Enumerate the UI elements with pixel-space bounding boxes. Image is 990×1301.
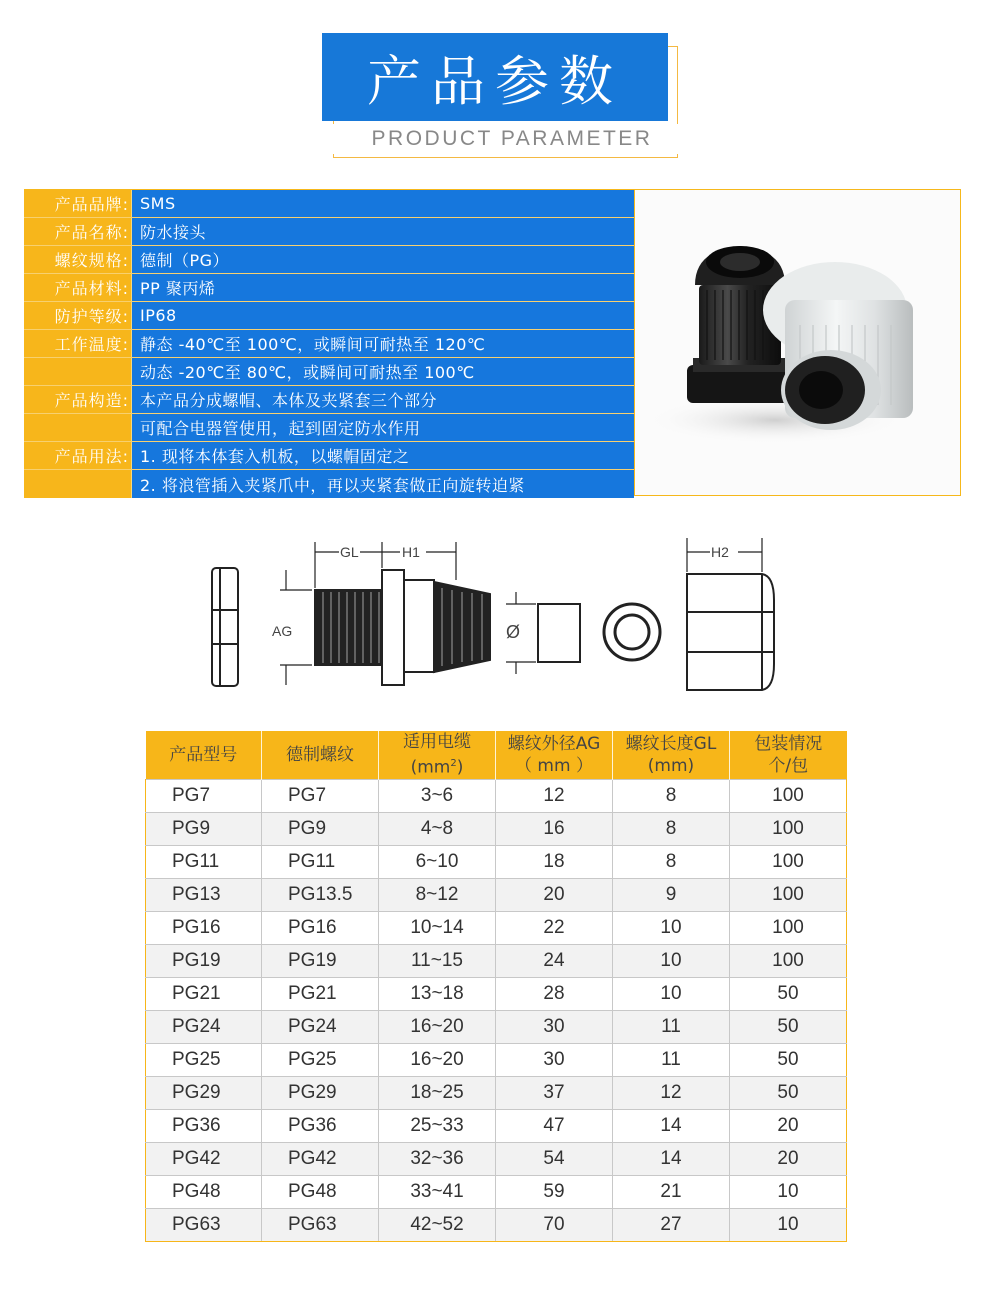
table-row [146, 977, 847, 1010]
cell-gl: 11 [613, 1043, 730, 1076]
cell-gl: 11 [613, 1010, 730, 1043]
cell-ag: 47 [496, 1109, 613, 1142]
cell-thread: PG42 [262, 1142, 379, 1175]
cell-cable: 25~33 [379, 1109, 496, 1142]
cell-cable: 3~6 [379, 779, 496, 812]
header-cable: 适用电缆 $(mm^2)$ [379, 731, 496, 779]
cell-gl: 8 [613, 779, 730, 812]
cell-pack: 50 [730, 1043, 847, 1076]
cell-thread: PG13.5 [262, 878, 379, 911]
cell-ag: 30 [496, 1043, 613, 1076]
cell-cable: 33~41 [379, 1175, 496, 1208]
h2-dimension-label: H2 [711, 544, 729, 560]
cell-model: PG7 [146, 779, 262, 812]
info-row [24, 330, 634, 358]
header-pack: 包装情况 个/包 [730, 731, 847, 779]
cell-pack: 100 [730, 779, 847, 812]
info-row [24, 190, 634, 218]
cell-cable: 6~10 [379, 845, 496, 878]
cell-thread: PG36 [262, 1109, 379, 1142]
cell-pack: 50 [730, 1010, 847, 1043]
info-label: 产品用法: [24, 442, 132, 469]
page-subtitle: PRODUCT PARAMETER [333, 124, 691, 154]
cell-model: PG36 [146, 1109, 262, 1142]
info-value: 可配合电器管使用，起到固定防水作用 [132, 414, 634, 441]
cell-model: PG16 [146, 911, 262, 944]
cell-ag: 54 [496, 1142, 613, 1175]
info-value: 动态 -20℃至 80℃，或瞬间可耐热至 100℃ [132, 358, 634, 385]
cap-nut-part [687, 574, 774, 690]
info-label: 产品品牌: [24, 190, 132, 217]
cell-thread: PG7 [262, 779, 379, 812]
cell-thread: PG16 [262, 911, 379, 944]
table-row [146, 1208, 847, 1241]
cell-gl: 10 [613, 911, 730, 944]
cable-gland-photo [635, 190, 960, 495]
info-row [24, 386, 634, 414]
info-label [24, 470, 132, 498]
dimension-diagram [190, 520, 790, 710]
cable-gland-drawing [190, 520, 790, 710]
info-value: IP68 [132, 302, 634, 329]
header-gl: 螺纹长度GL (mm) [613, 731, 730, 779]
cell-model: PG11 [146, 845, 262, 878]
spec-table [145, 731, 847, 1242]
info-label: 产品构造: [24, 386, 132, 413]
header-ag: 螺纹外径AG （ mm ） [496, 731, 613, 779]
product-info-table [24, 189, 634, 498]
cell-gl: 12 [613, 1076, 730, 1109]
info-value: 德制（PG） [132, 246, 634, 273]
cell-cable: 10~14 [379, 911, 496, 944]
info-label: 防护等级: [24, 302, 132, 329]
cell-thread: PG24 [262, 1010, 379, 1043]
cell-gl: 14 [613, 1109, 730, 1142]
body-part [315, 570, 490, 685]
table-row [146, 878, 847, 911]
info-row [24, 218, 634, 246]
cell-pack: 10 [730, 1208, 847, 1241]
cell-ag: 30 [496, 1010, 613, 1043]
info-label [24, 414, 132, 441]
locknut-part [212, 568, 238, 686]
cell-cable: 4~8 [379, 812, 496, 845]
seal-ring [604, 604, 660, 660]
seal-insert [538, 604, 580, 662]
info-value: 防水接头 [132, 218, 634, 245]
cell-pack: 100 [730, 878, 847, 911]
cell-cable: 16~20 [379, 1010, 496, 1043]
table-row [146, 1109, 847, 1142]
cell-ag: 12 [496, 779, 613, 812]
cell-gl: 8 [613, 812, 730, 845]
table-row [146, 1142, 847, 1175]
cell-pack: 50 [730, 1076, 847, 1109]
product-photo [634, 189, 961, 496]
cell-model: PG13 [146, 878, 262, 911]
gl-dimension-label: GL [340, 544, 359, 560]
cell-cable: 42~52 [379, 1208, 496, 1241]
info-row [24, 246, 634, 274]
cell-thread: PG11 [262, 845, 379, 878]
cell-gl: 8 [613, 845, 730, 878]
info-row [24, 470, 634, 498]
header-model: 产品型号 [146, 731, 262, 779]
table-row [146, 911, 847, 944]
h1-dimension-label: H1 [402, 544, 420, 560]
table-row [146, 779, 847, 812]
cell-thread: PG48 [262, 1175, 379, 1208]
cell-gl: 14 [613, 1142, 730, 1175]
header-thread: 德制螺纹 [262, 731, 379, 779]
cell-thread: PG9 [262, 812, 379, 845]
cell-pack: 50 [730, 977, 847, 1010]
title-section [0, 0, 990, 170]
info-value: 2. 将浪管插入夹紧爪中，再以夹紧套做正向旋转迫紧 [132, 470, 634, 498]
cell-model: PG42 [146, 1142, 262, 1175]
info-label: 螺纹规格: [24, 246, 132, 273]
cell-thread: PG19 [262, 944, 379, 977]
cell-cable: 8~12 [379, 878, 496, 911]
cell-ag: 28 [496, 977, 613, 1010]
cell-pack: 10 [730, 1175, 847, 1208]
ag-dimension-label: AG [272, 623, 293, 639]
table-row [146, 1043, 847, 1076]
info-value: PP 聚丙烯 [132, 274, 634, 301]
cell-ag: 37 [496, 1076, 613, 1109]
table-row [146, 1175, 847, 1208]
info-label: 产品材料: [24, 274, 132, 301]
white-gland [763, 262, 913, 430]
info-value: 静态 -40℃至 100℃，或瞬间可耐热至 120℃ [132, 330, 634, 357]
cell-ag: 70 [496, 1208, 613, 1241]
cell-thread: PG21 [262, 977, 379, 1010]
cell-model: PG25 [146, 1043, 262, 1076]
cell-cable: 11~15 [379, 944, 496, 977]
table-row [146, 845, 847, 878]
cell-model: PG63 [146, 1208, 262, 1241]
cell-cable: 18~25 [379, 1076, 496, 1109]
info-label: 产品名称: [24, 218, 132, 245]
page-title: 产品参数 [322, 33, 668, 121]
cell-pack: 20 [730, 1109, 847, 1142]
cell-cable: 13~18 [379, 977, 496, 1010]
cell-model: PG19 [146, 944, 262, 977]
cell-gl: 27 [613, 1208, 730, 1241]
cell-cable: 16~20 [379, 1043, 496, 1076]
table-row [146, 1010, 847, 1043]
cell-ag: 22 [496, 911, 613, 944]
cell-ag: 18 [496, 845, 613, 878]
cell-model: PG9 [146, 812, 262, 845]
cell-ag: 16 [496, 812, 613, 845]
table-row [146, 812, 847, 845]
cell-ag: 24 [496, 944, 613, 977]
cell-pack: 100 [730, 944, 847, 977]
cell-pack: 100 [730, 812, 847, 845]
info-row [24, 274, 634, 302]
diameter-label: Ø [506, 622, 521, 642]
cell-gl: 21 [613, 1175, 730, 1208]
info-value: 本产品分成螺帽、本体及夹紧套三个部分 [132, 386, 634, 413]
info-value: 1. 现将本体套入机板，以螺帽固定之 [132, 442, 634, 469]
cell-pack: 100 [730, 845, 847, 878]
cell-thread: PG63 [262, 1208, 379, 1241]
cell-thread: PG29 [262, 1076, 379, 1109]
table-row [146, 1076, 847, 1109]
info-row [24, 414, 634, 442]
cell-model: PG29 [146, 1076, 262, 1109]
cell-gl: 10 [613, 977, 730, 1010]
cell-pack: 100 [730, 911, 847, 944]
cell-model: PG48 [146, 1175, 262, 1208]
cell-cable: 32~36 [379, 1142, 496, 1175]
info-row [24, 442, 634, 470]
cell-ag: 20 [496, 878, 613, 911]
info-label [24, 358, 132, 385]
info-row [24, 358, 634, 386]
info-row [24, 302, 634, 330]
info-label: 工作温度: [24, 330, 132, 357]
cell-model: PG24 [146, 1010, 262, 1043]
cell-model: PG21 [146, 977, 262, 1010]
spec-header-row [146, 731, 847, 779]
cell-ag: 59 [496, 1175, 613, 1208]
cell-thread: PG25 [262, 1043, 379, 1076]
cell-gl: 9 [613, 878, 730, 911]
cell-gl: 10 [613, 944, 730, 977]
table-row [146, 944, 847, 977]
info-value: SMS [132, 190, 634, 217]
cell-pack: 20 [730, 1142, 847, 1175]
